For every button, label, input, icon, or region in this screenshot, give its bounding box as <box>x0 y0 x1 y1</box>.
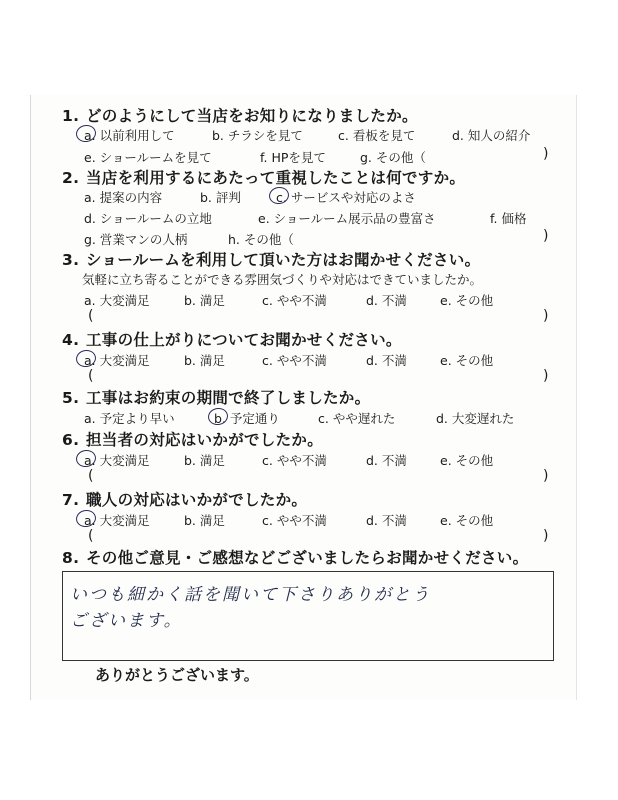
question-8-title: 8. その他ご意見・ご感想などございましたらお聞かせください。 <box>62 549 529 567</box>
q4-option-b: b. 満足 <box>184 353 225 368</box>
q2-option-c: c. サービスや対応のよさ <box>276 190 416 205</box>
q5-option-b: b. 予定通り <box>214 411 280 426</box>
q4-option-a: a. 大変満足 <box>84 353 150 368</box>
q6-close-paren: ) <box>543 468 549 484</box>
question-2-title: 2. 当店を利用するにあたって重視したことは何ですか。 <box>62 169 466 187</box>
closing-thanks: ありがとうございます。 <box>95 666 259 684</box>
handwritten-comment-line1: いつも細かく話を聞いて下さりありがとう <box>70 585 431 605</box>
question-7-title: 7. 職人の対応はいかがでしたか。 <box>62 491 308 509</box>
q2-close-paren: ) <box>543 228 549 244</box>
q6-option-e: e. その他 <box>440 453 494 468</box>
q1-option-e: e. ショールームを見て <box>84 150 212 165</box>
q5-option-d: d. 大変遅れた <box>436 411 515 426</box>
q1-option-d: d. 知人の紹介 <box>452 128 531 143</box>
q3-subtitle: 気軽に立ち寄ることができる雰囲気づくりや対応はできていましたか。 <box>82 272 483 287</box>
q3-option-d: d. 不満 <box>366 293 407 308</box>
q7-open-paren: ( <box>88 528 94 544</box>
q1-option-c: c. 看板を見て <box>338 128 416 143</box>
question-3-title: 3. ショールームを利用して頂いた方はお聞かせください。 <box>62 251 481 269</box>
q7-option-e: e. その他 <box>440 513 494 528</box>
q5-option-c: c. やや遅れた <box>318 411 396 426</box>
q1-close-paren: ) <box>543 146 549 162</box>
q6-option-d: d. 不満 <box>366 453 407 468</box>
question-1-title: 1. どのようにして当店をお知りになりましたか。 <box>62 107 418 125</box>
q3-option-b: b. 満足 <box>184 293 225 308</box>
q4-close-paren: ) <box>543 368 549 384</box>
q4-option-e: e. その他 <box>440 353 494 368</box>
q3-open-paren: ( <box>88 308 94 324</box>
q6-option-b: b. 満足 <box>184 453 225 468</box>
q2-option-d: d. ショールームの立地 <box>84 211 212 226</box>
q3-close-paren: ) <box>543 308 549 324</box>
handwritten-comment-line2: ございます。 <box>70 611 183 631</box>
q1-option-a: a. 以前利用して <box>84 128 175 143</box>
q1-option-b: b. チラシを見て <box>212 128 303 143</box>
q6-option-a: a. 大変満足 <box>84 453 150 468</box>
question-6-title: 6. 担当者の対応はいかがでしたか。 <box>62 431 324 449</box>
question-4-title: 4. 工事の仕上がりについてお聞かせください。 <box>62 331 402 349</box>
q7-option-b: b. 満足 <box>184 513 225 528</box>
q2-option-b: b. 評判 <box>200 190 241 205</box>
q3-option-c: c. やや不満 <box>262 293 327 308</box>
q7-option-d: d. 不満 <box>366 513 407 528</box>
q3-option-e: e. その他 <box>440 293 494 308</box>
q3-option-a: a. 大変満足 <box>84 293 150 308</box>
question-5-title: 5. 工事はお約束の期間で終了しましたか。 <box>62 389 371 407</box>
q2-option-g: g. 営業マンの人柄 <box>84 232 188 247</box>
q5-option-a: a. 予定より早い <box>84 411 175 426</box>
q4-option-c: c. やや不満 <box>262 353 327 368</box>
q2-option-f: f. 価格 <box>490 211 527 226</box>
q7-close-paren: ) <box>543 528 549 544</box>
q6-option-c: c. やや不満 <box>262 453 327 468</box>
q1-option-f: f. HPを見て <box>260 150 326 165</box>
q7-option-c: c. やや不満 <box>262 513 327 528</box>
q7-option-a: a. 大変満足 <box>84 513 150 528</box>
q2-option-e: e. ショールーム展示品の豊富さ <box>258 211 436 226</box>
q6-open-paren: ( <box>88 468 94 484</box>
q1-option-g: g. その他（ <box>360 150 426 165</box>
q2-option-h: h. その他（ <box>228 232 294 247</box>
q2-option-a: a. 提案の内容 <box>84 190 163 205</box>
q4-open-paren: ( <box>88 368 94 384</box>
q4-option-d: d. 不満 <box>366 353 407 368</box>
